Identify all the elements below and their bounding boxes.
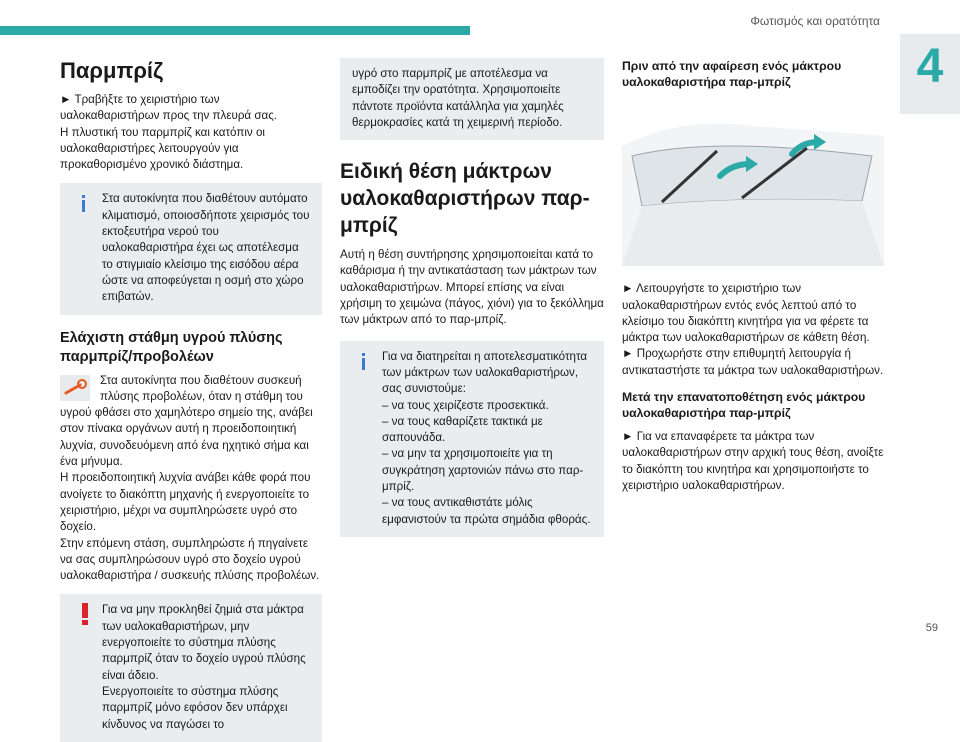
page-number: 59 <box>925 622 938 634</box>
column-2 <box>340 58 604 537</box>
after-refit-title: Μετά την επανατοποθέτηση ενός μάκτρου υαλοκαθαριστήρα παρ-μπρίζ <box>622 390 866 421</box>
wrench-warning-icon <box>60 375 90 401</box>
info-icon <box>356 351 378 373</box>
info-icon <box>76 193 98 215</box>
warning-box-text: Για να μην προκληθεί ζημιά στα μάκτρα των υαλοκαθαριστήρων, μην ενεργοποιείτε το σύστημα πλύσης παρμπρίζ όταν το δοχείο υγρού πλύσης είναι άδειο. Ενεργοποιείτε το σύστημα πλύσης παρμπρίζ μόνο εφόσον δεν υπάρχει κίνδυνος να παγώσει το <box>102 603 306 731</box>
info-box-wiper-care <box>340 341 604 537</box>
top-accent-bar <box>0 26 470 35</box>
min-level-text: Στα αυτοκίνητα που διαθέτουν συσκευή πλύσης προβολέων, όταν η στάθμη του υγρού φθάσει στο χαμηλότερο σημείο της, ανάβει στον πίνακα οργάνων αυτή η προειδοποιητική λυχνία, συνοδευόμενη από ένα ηχητικό σήμα και ένα μήνυμα. Η προειδοποιητική λυχνία ανάβει κάθε φορά που ανοίγετε το διακόπτη μηχανής ή ενεργοποιείτε το χειριστήριο, μέχρι να συμπληρώσετε υγρό στο δοχείο. Στην επόμενη στάση, συμπληρώστε ή πηγαίνετε να σας συμπληρώσουν υγρό στο δοχείο υγρού υαλοκαθαριστήρα / συσκευής πλύσης προβολέων. <box>60 373 320 583</box>
wiper-illustration <box>622 106 884 266</box>
column-1 <box>60 58 322 742</box>
special-position-text: Αυτή η θέση συντήρησης χρησιμοποιείται κατά το καθάρισμα ή την αντικατάσταση των μάκτρων των υαλοκαθαριστήρων. Μπορεί επίσης να είναι χρήσιμη το χειμώνα (πάγος, χιόνι) για το ξεκόλλημα των μάκτρων από το παρ-μπρίζ. <box>340 248 604 327</box>
after-refit-text: ► Για να επαναφέρετε τα μάκτρα των υαλοκαθαριστήρων στην αρχική τους θέση, ανοίξτε το διακόπτη του κινητήρα και χρησιμοποιήστε το χειριστήριο υαλοκαθαριστήρων. <box>622 430 884 492</box>
column-3 <box>622 58 884 494</box>
warning-box-continued <box>340 58 604 140</box>
info-box-air-conditioning <box>60 183 322 314</box>
warning-box-washer <box>60 594 322 741</box>
before-removal-title: Πριν από την αφαίρεση ενός μάκτρου υαλοκαθαριστήρα παρ-μπρίζ <box>622 59 842 89</box>
section-title: Φωτισμός και ορατότητα <box>750 14 880 28</box>
warning-exclamation-icon <box>76 602 94 626</box>
chapter-number: 4 <box>900 34 960 114</box>
info-box-text: Στα αυτοκίνητα που διαθέτουν αυτόματο κλιματισμό, οποιοσδήποτε χειρισμός του εκτοξευτήρα νερού του υαλοκαθαριστήρα έχει ως αποτέλεσμα το στιγμιαίο κλείσιμο της εισόδου αέρα ώστε να αποφεύγεται η οσμή στο χώρο επιβατών. <box>102 192 310 304</box>
special-position-title: Ειδική θέση μάκτρων υαλοκαθαριστήρων παρ-μπρίζ <box>340 160 590 238</box>
before-removal-text: ► Λειτουργήστε το χειριστήριο των υαλοκαθαριστήρων εντός ενός λεπτού από το κλείσιμο του διακόπτη κινητήρα για να φέρετε τα μάκτρα των υαλοκαθαριστήρων σε κάθετη θέση. ► Προχωρήστε στην επιθυμητή λειτουργία ή αντικαταστήστε τα μάκτρα των υαλοκαθαριστήρων. <box>622 282 884 377</box>
windscreen-title: Παρμπρίζ <box>60 58 164 83</box>
windscreen-intro: ► Τραβήξτε το χειριστήριο των υαλοκαθαριστήρων προς την πλευρά σας. Η πλυστική του παρμπρίζ και κατόπιν οι υαλοκαθαριστήρες λειτουργούν για προκαθορισμένο χρονικό διάστημα. <box>60 93 278 172</box>
warning-box-continued-text: υγρό στο παρμπρίζ με αποτέλεσμα να εμποδίζει την ορατότητα. Χρησιμοποιείτε πάντοτε προϊόντα κατάλληλα για χαμηλές θερμοκρασίες κατά τη χειμερινή περίοδο. <box>352 67 564 129</box>
info-box-wiper-care-text: Για να διατηρείται η αποτελεσματικότητα των μάκτρων των υαλοκαθαριστήρων, σας συνιστούμε: – να τους χειρίζεστε προσεκτικά. – να τους καθαρίζετε τακτικά με σαπουνάδα. – να μην τα χρησιμοποιείτε για τη συγκράτηση χαρτονιών πάνω στο παρ-μπρίζ. – να τους αντικαθιστάτε μόλις εμφανιστούν τα πρώτα σημάδια φθοράς. <box>382 349 591 526</box>
min-level-title: Ελάχιστη στάθμη υγρού πλύσης παρμπρίζ/προβολέων <box>60 329 283 365</box>
